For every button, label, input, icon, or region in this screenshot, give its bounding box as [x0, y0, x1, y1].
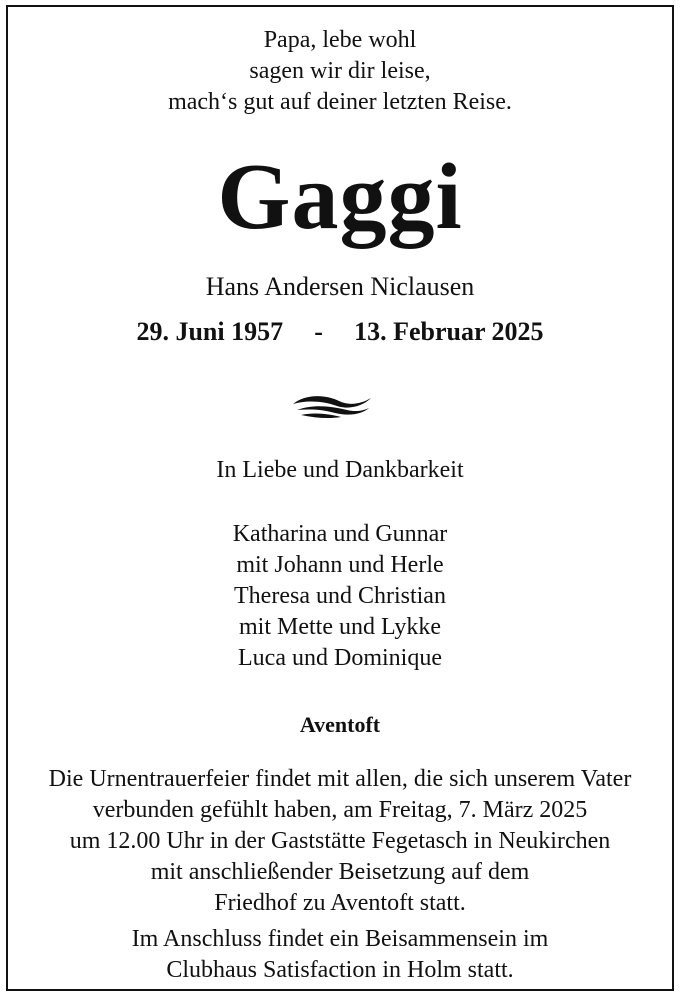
gathering-line-1: Im Anschluss findet ein Beisammensein im [131, 926, 549, 952]
family-line-1: Katharina und Gunnar [232, 521, 448, 547]
poem-line-3: mach‘s gut auf deiner letzten Reise. [168, 89, 512, 115]
ceremony-line-5: Friedhof zu Aventoft statt. [214, 890, 466, 916]
ceremony-line-4: mit anschließender Beisetzung auf dem [150, 859, 530, 885]
family-line-3: Theresa und Christian [234, 583, 446, 609]
ceremony-line-3: um 12.00 Uhr in der Gaststätte Fegetasch in Neukirchen [69, 828, 611, 854]
date-separator: - [314, 317, 323, 346]
dedication: In Liebe und Dankbarkeit [216, 457, 464, 483]
gathering-line-2: Clubhaus Satisfaction in Holm statt. [166, 957, 514, 983]
family-line-5: Luca und Dominique [238, 645, 442, 671]
nickname-heading: Gaggi [217, 145, 463, 249]
place-name: Aventoft [299, 712, 381, 737]
obituary-notice [6, 5, 674, 991]
poem-line-1: Papa, lebe wohl [263, 27, 417, 53]
life-dates [8, 317, 672, 347]
family-line-4: mit Mette und Lykke [239, 614, 441, 640]
ceremony-line-1: Die Urnentrauerfeier findet mit allen, die sich unserem Vater [48, 766, 632, 792]
death-date: 13. Februar 2025 [354, 317, 544, 346]
ceremony-line-2: verbunden gefühlt haben, am Freitag, 7. März 2025 [92, 797, 588, 823]
poem-line-2: sagen wir dir leise, [249, 58, 431, 84]
full-name: Hans Andersen Niclausen [205, 272, 475, 301]
flourish-icon [291, 392, 373, 422]
birth-date: 29. Juni 1957 [136, 317, 284, 346]
family-line-2: mit Johann und Herle [236, 552, 444, 578]
